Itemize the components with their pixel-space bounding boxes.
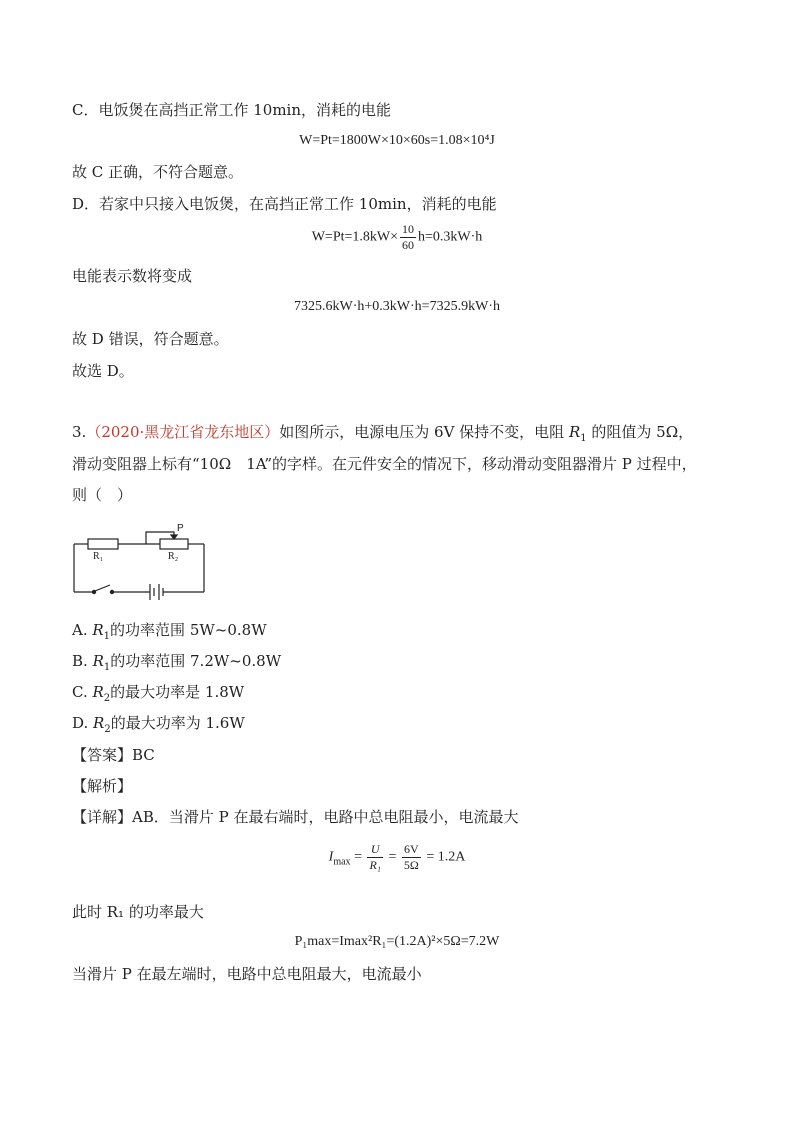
eq2-right: h=0.3kW·h — [418, 229, 483, 245]
question-line-1 — [72, 422, 693, 449]
fraction-10-60 — [400, 222, 416, 253]
option-a-var: R — [92, 621, 104, 639]
label-r1: R₁ — [93, 551, 104, 562]
option-c-prefix: C. — [72, 683, 93, 701]
fraction-6v: 6V — [402, 842, 421, 858]
option-c-text: 的最大功率是 1.8W — [110, 683, 245, 701]
left-end-text: 当滑片 P 在最左端时，电路中总电阻最大，电流最小 — [72, 965, 422, 983]
r1-var: R — [568, 423, 581, 441]
eq2-left: W=Pt=1.8kW× — [311, 229, 398, 245]
circuit-diagram — [66, 520, 212, 608]
fraction-denominator: 60 — [402, 238, 414, 252]
fraction-r1: R₁ — [369, 858, 381, 872]
rheostat-r2 — [160, 539, 188, 549]
meter-text: 电能表示数将变成 — [72, 267, 193, 285]
detail-line: 【详解】AB．当滑片 P 在最右端时，电路中总电阻最小，电流最大 — [72, 808, 519, 826]
option-b-prefix: B. — [72, 652, 93, 670]
d-conclusion: 故 D 错误，符合题意。 — [72, 330, 229, 348]
option-c-var: R — [92, 683, 104, 701]
d-option-line: D．若家中只接入电饭煲，在高挡正常工作 10min，消耗的电能 — [72, 195, 497, 213]
equation-current-max — [0, 842, 794, 873]
option-c-sub: 2 — [103, 693, 111, 704]
question-source: （2020·黑龙江省龙东地区） — [86, 423, 280, 441]
label-r2: R₂ — [168, 551, 179, 562]
question-line-3: 则（ ） — [72, 486, 133, 504]
eq4-lhs: I — [328, 849, 334, 865]
analysis-heading: 【解析】 — [72, 777, 133, 795]
option-b — [72, 651, 281, 678]
fraction-numerator: 10 — [402, 222, 414, 236]
switch-icon — [95, 585, 110, 591]
question-text-a: 如图所示，电源电压为 6V 保持不变，电阻 — [279, 423, 569, 441]
label-p: P — [177, 523, 184, 534]
option-a-text: 的功率范围 5W~0.8W — [110, 621, 267, 639]
option-d-text: 的最大功率为 1.6W — [110, 714, 245, 732]
r1-sub: 1 — [580, 433, 587, 444]
eq4-equals-b: = — [388, 849, 397, 865]
option-d — [72, 713, 245, 740]
fraction-u: U — [367, 842, 383, 858]
final-choice: 故选 D。 — [72, 362, 134, 380]
equation-energy-c: W=Pt=1800W×10×60s=1.08×10⁴J — [299, 133, 495, 148]
c-option-line: C．电饭煲在高挡正常工作 10min，消耗的电能 — [72, 101, 392, 119]
equation-energy-d — [0, 222, 794, 253]
equation-power-max: P₁max=Imax²R₁=(1.2A)²×5Ω=7.2W — [294, 934, 500, 949]
eq4-lhs-sub: max — [333, 856, 351, 868]
option-a — [72, 620, 267, 647]
option-b-text: 的功率范围 7.2W~0.8W — [110, 652, 282, 670]
question-line-2: 滑动变阻器上标有“10Ω 1A”的字样。在元件安全的情况下，移动滑动变阻器滑片 P 过程中， — [72, 455, 697, 473]
r1-max-text: 此时 R₁ 的功率最大 — [72, 903, 204, 921]
eq4-equals: = — [354, 849, 362, 865]
answer-line: 【答案】BC — [72, 746, 155, 764]
option-d-var: R — [93, 714, 105, 732]
switch-contact-right — [110, 590, 113, 593]
option-d-sub: 2 — [104, 724, 111, 735]
question-text-b: 的阻值为 5Ω， — [586, 423, 694, 441]
resistor-r1 — [88, 539, 118, 549]
eq4-result: = 1.2A — [426, 849, 466, 865]
fraction-u-r1 — [367, 842, 383, 873]
option-b-var: R — [92, 652, 104, 670]
equation-meter: 7325.6kW·h+0.3kW·h=7325.9kW·h — [294, 299, 500, 314]
fraction-6v-5ohm — [402, 842, 421, 873]
option-d-prefix: D. — [72, 714, 94, 732]
question-number: 3. — [72, 423, 87, 441]
option-a-prefix: A. — [72, 621, 93, 639]
option-c — [72, 682, 244, 709]
fraction-5ohm: 5Ω — [403, 858, 419, 872]
option-b-sub: 1 — [103, 662, 111, 673]
option-a-sub: 1 — [103, 631, 111, 642]
c-conclusion: 故 C 正确，不符合题意。 — [72, 163, 244, 181]
